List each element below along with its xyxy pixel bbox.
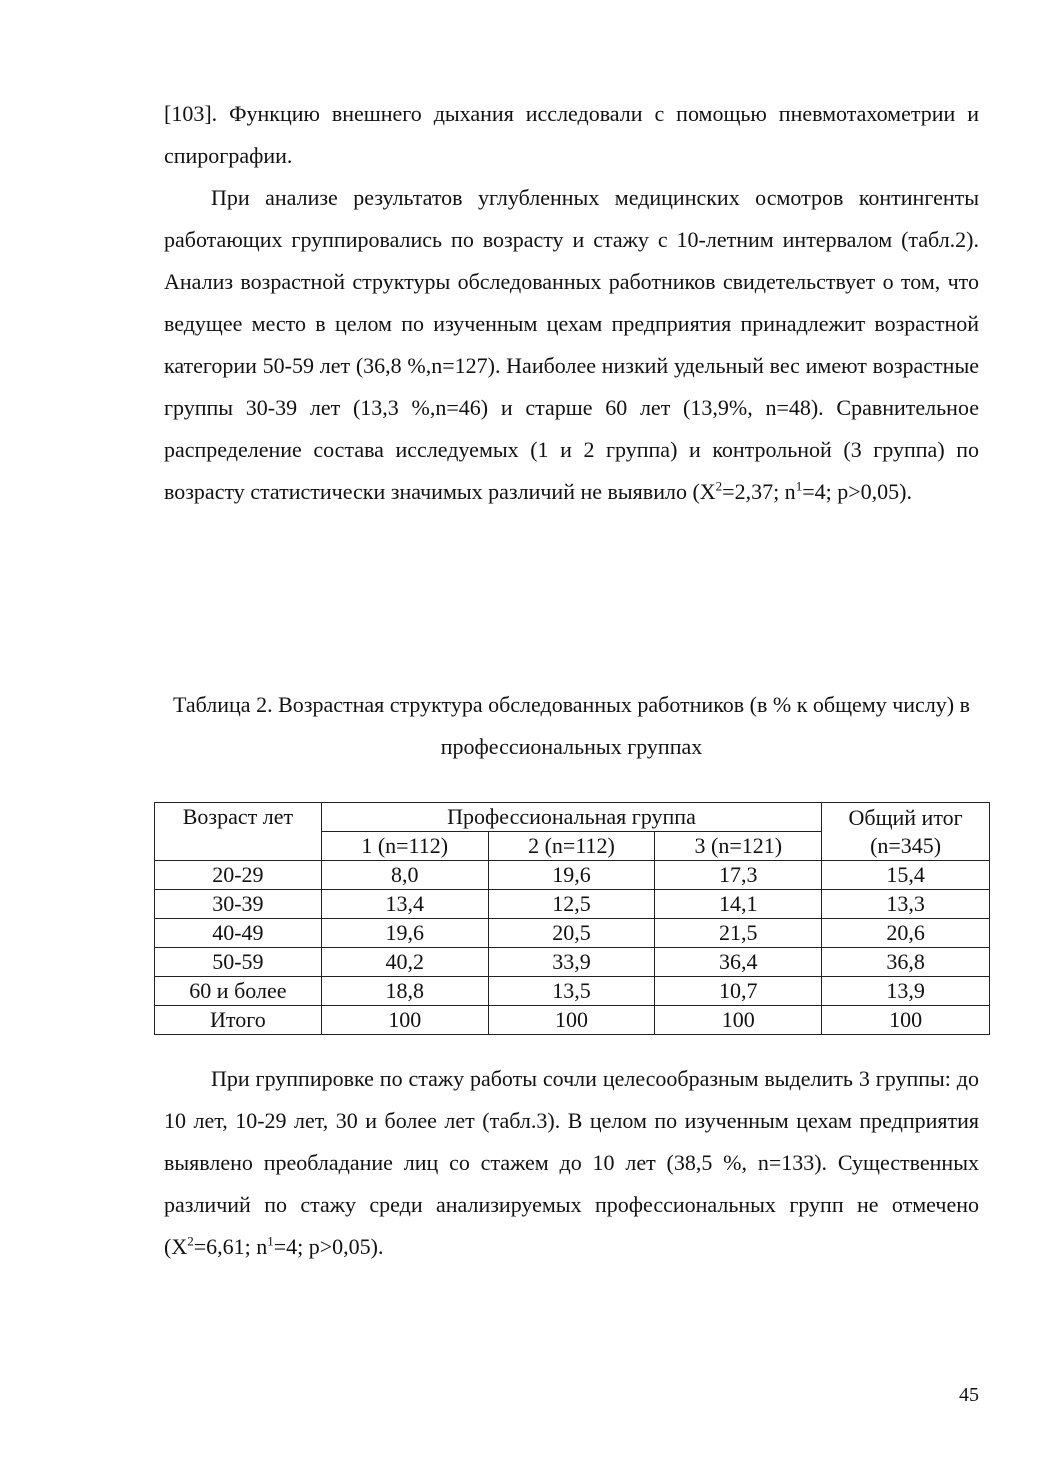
age-cell: 40-49 (155, 919, 322, 948)
page-number: 45 (959, 1384, 979, 1406)
value-cell: 8,0 (321, 861, 488, 890)
paragraph-3-text: При группировке по стажу работы сочли целесообразным выделить 3 группы: до 10 лет, 10-29 лет, 30 и более лет (табл.3). В целом по изученным цехам предприятия выявлено преобладание лиц со стажем до 10 лет (38,5 %, n=133). Существенных различий по стажу среди анализируемых профессиональных групп не отмечено (Х (164, 1066, 979, 1259)
header-total-label: Общий итог (848, 804, 963, 830)
value-cell: 17,3 (655, 861, 822, 890)
value-cell: 100 (655, 1006, 822, 1035)
value-cell: 33,9 (488, 948, 655, 977)
paragraph-3-text: =4; р>0,05). (273, 1234, 384, 1259)
header-total (822, 803, 990, 861)
body-text-bottom (164, 1058, 979, 1268)
value-cell: 18,8 (321, 977, 488, 1006)
superscript: 2 (715, 478, 723, 494)
value-cell: 19,6 (321, 919, 488, 948)
table-row (155, 977, 990, 1006)
paragraph-1-text: [103]. Функцию внешнего дыхания исследовали с помощью пневмотахометрии и спирографии. (164, 101, 979, 168)
paragraph-3 (164, 1058, 979, 1268)
table-body (155, 861, 990, 1035)
value-cell: 100 (822, 1006, 990, 1035)
header-group: Профессиональная группа (321, 803, 821, 832)
subheader-group-1: 1 (n=112) (321, 832, 488, 861)
value-cell: 36,4 (655, 948, 822, 977)
value-cell: 13,4 (321, 890, 488, 919)
age-cell: Итого (155, 1006, 322, 1035)
paragraph-2-text: При анализе результатов углубленных медицинских осмотров контингенты работающих группировались по возрасту и стажу с 10-летним интервалом (табл.2). Анализ возрастной структуры обследованных работников свидетельствует о том, что ведущее место в целом по изученным цехам предприятия принадлежит возрастной категории 50-59 лет (36,8 %,n=127). Наиболее низкий удельный вес имеют возрастные группы 30-39 лет (13,3 %,n=46) и старше 60 лет (13,9%, n=48). Сравнительное распределение состава исследуемых (1 и 2 группа) и контрольной (3 группа) по возрасту статистически значимых различий не выявило (Х (164, 185, 979, 504)
value-cell: 100 (321, 1006, 488, 1035)
table-header-row (155, 803, 990, 832)
superscript: 1 (267, 1233, 274, 1249)
subheader-group-3: 3 (n=121) (655, 832, 822, 861)
paragraph-1 (164, 93, 979, 177)
header-total-n: (n=345) (870, 832, 942, 858)
table-row (155, 919, 990, 948)
value-cell: 13,5 (488, 977, 655, 1006)
paragraph-3-text: =6,61; n (193, 1234, 268, 1259)
age-structure-table (154, 802, 990, 1035)
value-cell: 100 (488, 1006, 655, 1035)
value-cell: 13,9 (822, 977, 990, 1006)
table-row (155, 890, 990, 919)
age-cell: 50-59 (155, 948, 322, 977)
value-cell: 15,4 (822, 861, 990, 890)
value-cell: 12,5 (488, 890, 655, 919)
superscript: 2 (187, 1233, 194, 1249)
value-cell: 14,1 (655, 890, 822, 919)
paragraph-2 (164, 177, 979, 513)
age-cell: 30-39 (155, 890, 322, 919)
table-row (155, 861, 990, 890)
value-cell: 10,7 (655, 977, 822, 1006)
value-cell: 20,5 (488, 919, 655, 948)
table-row (155, 1006, 990, 1035)
subheader-group-2: 2 (n=112) (488, 832, 655, 861)
value-cell: 36,8 (822, 948, 990, 977)
value-cell: 20,6 (822, 919, 990, 948)
value-cell: 19,6 (488, 861, 655, 890)
age-cell: 20-29 (155, 861, 322, 890)
value-cell: 13,3 (822, 890, 990, 919)
age-cell: 60 и более (155, 977, 322, 1006)
table-caption: Таблица 2. Возрастная структура обследованных работников (в % к общему числу) в профессиональных группах (172, 692, 971, 759)
value-cell: 40,2 (321, 948, 488, 977)
value-cell: 21,5 (655, 919, 822, 948)
superscript: 1 (795, 478, 803, 494)
header-age: Возраст лет (155, 803, 322, 861)
body-text-top (164, 93, 979, 513)
table-row (155, 948, 990, 977)
paragraph-2-text: =4; р>0,05). (802, 479, 912, 504)
paragraph-2-text: =2,37; n (722, 479, 796, 504)
